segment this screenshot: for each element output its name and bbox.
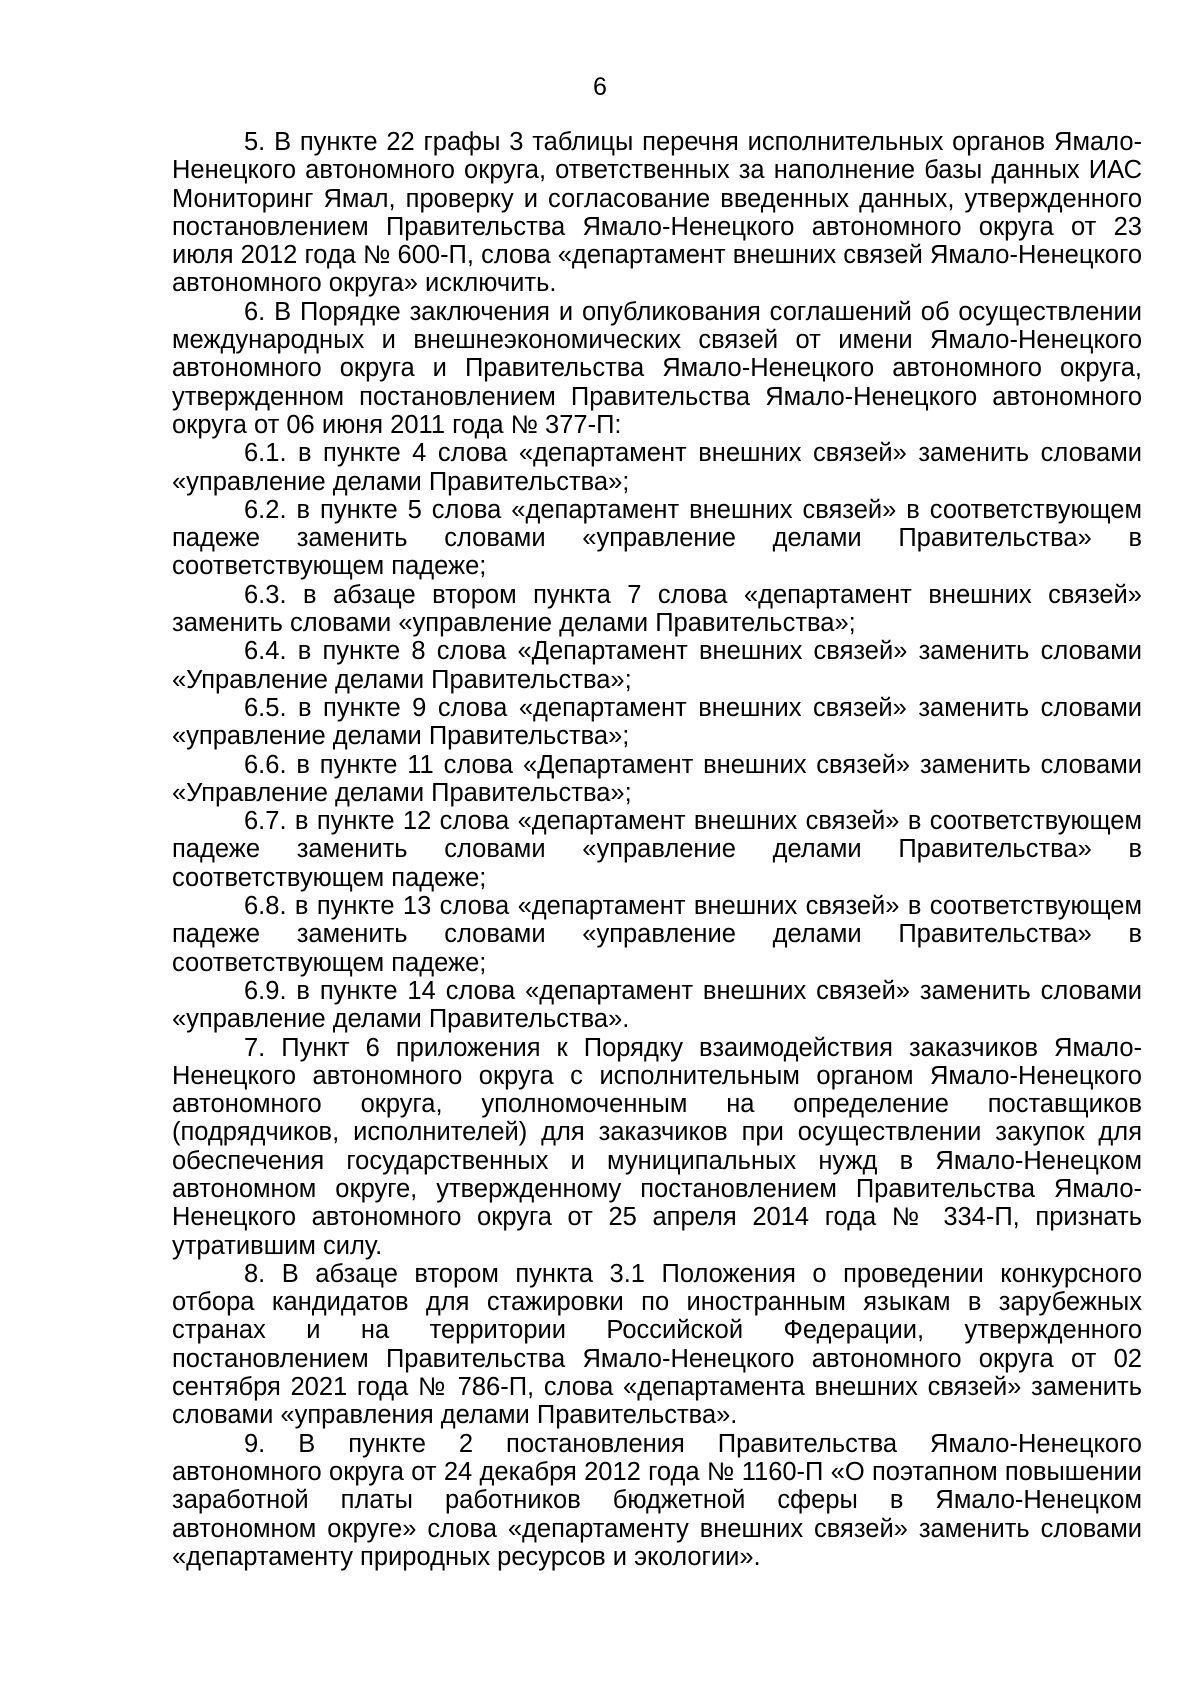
document-body [172, 128, 1142, 1571]
paragraph-6-2: 6.2. в пункте 5 слова «департамент внешних связей» в соответствующем падеже заменить словами «управление делами Правительства» в соответствующем падеже; [172, 495, 1142, 581]
paragraph-6-6: 6.6. в пункте 11 слова «Департамент внешних связей» заменить словами «Управление делами Правительства»; [172, 750, 1142, 807]
paragraph-6-1: 6.1. в пункте 4 слова «департамент внешних связей» заменить словами «управление делами Правительства»; [172, 439, 1142, 496]
paragraph-6-8: 6.8. в пункте 13 слова «департамент внешних связей» в соответствующем падеже заменить словами «управление делами Правительства» в соответствующем падеже; [172, 892, 1142, 977]
paragraph-6-3: 6.3. в абзаце втором пункта 7 слова «департамент внешних связей» заменить словами «управление делами Правительства»; [172, 580, 1142, 638]
paragraph-9: 9. В пункте 2 постановления Правительства Ямало-Ненецкого автономного округа от 24 декабря 2012 года № 1160-П «О поэтапном повышении заработной платы работников бюджетной сферы в Ямало-Ненецком автономном округе» слова «департаменту внешних связей» заменить словами «департаменту природных ресурсов и экологии». [172, 1429, 1142, 1571]
paragraph-7: 7. Пункт 6 приложения к Порядку взаимодействия заказчиков Ямало-Ненецкого автономного округа с исполнительным органом Ямало-Ненецкого автономного округа, уполномоченным на определение поставщиков (подрядчиков, исполнителей) для заказчиков при осуществлении закупок для обеспечения государственных и муниципальных нужд в Ямало-Ненецком автономном округе, утвержденному постановлением Правительства Ямало-Ненецкого автономного округа от 25 апреля 2014 года № 334-П, признать утратившим силу. [172, 1033, 1142, 1260]
paragraph-6-9: 6.9. в пункте 14 слова «департамент внешних связей» заменить словами «управление делами Правительства». [172, 976, 1142, 1034]
paragraph-8: 8. В абзаце втором пункта 3.1 Положения о проведении конкурсного отбора кандидатов для стажировки по иностранным языкам в зарубежных странах и на территории Российской Федерации, утвержденного постановлением Правительства Ямало-Ненецкого автономного округа от 02 сентября 2021 года № 786-П, слова «департамента внешних связей» заменить словами «управления делами Правительства». [172, 1259, 1142, 1430]
paragraph-6-5: 6.5. в пункте 9 слова «департамент внешних связей» заменить словами «управление делами Правительства»; [172, 693, 1142, 751]
paragraph-6: 6. В Порядке заключения и опубликования соглашений об осуществлении международных и внешнеэкономических связей от имени Ямало-Ненецкого автономного округа и Правительства Ямало-Ненецкого автономного округа, утвержденном постановлением Правительства Ямало-Ненецкого автономного округа от 06 июня 2011 года № 377-П: [172, 297, 1142, 439]
page-number: 6 [593, 73, 607, 101]
paragraph-6-4: 6.4. в пункте 8 слова «Департамент внешних связей» заменить словами «Управление делами Правительства»; [172, 637, 1142, 694]
paragraph-6-7: 6.7. в пункте 12 слова «департамент внешних связей» в соответствующем падеже заменить словами «управление делами Правительства» в соответствующем падеже; [172, 807, 1142, 892]
paragraph-5: 5. В пункте 22 графы 3 таблицы перечня исполнительных органов Ямало-Ненецкого автономного округа, ответственных за наполнение базы данных ИАС Мониторинг Ямал, проверку и согласование введенных данных, утвержденного постановлением Правительства Ямало-Ненецкого автономного округа от 23 июля 2012 года № 600-П, слова «департамент внешних связей Ямало-Ненецкого автономного округа» исключить. [172, 128, 1142, 298]
